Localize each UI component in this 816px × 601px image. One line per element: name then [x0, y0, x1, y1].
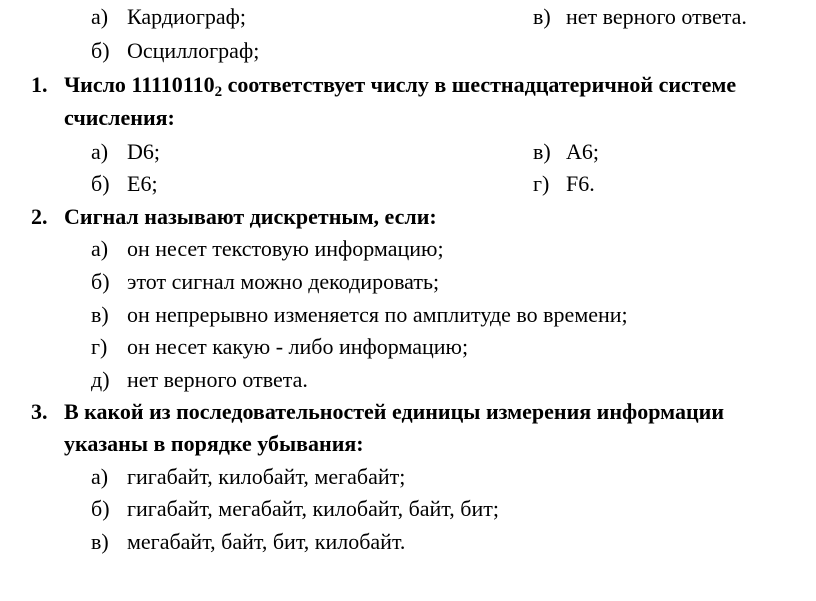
q3-option-text-a: гигабайт, килобайт, мегабайт; [127, 464, 406, 489]
question-1-text-after: соответствует числу в шестнадцатеричной системе [222, 72, 737, 97]
question-number-3: 3. [31, 399, 48, 424]
q3-option-letter-v: в) [91, 529, 109, 554]
question-number-2: 2. [31, 204, 48, 229]
option-letter-b: б) [91, 38, 110, 63]
q1-option-letter-g: г) [533, 171, 550, 196]
question-3-text-line2: указаны в порядке убывания: [64, 431, 364, 456]
q2-option-text-g: он несет какую - либо информацию; [127, 334, 469, 359]
option-text-v: нет верного ответа. [566, 4, 747, 29]
q3-option-text-b: гигабайт, мегабайт, килобайт, байт, бит; [127, 496, 499, 521]
option-letter-v: в) [533, 4, 551, 29]
option-letter-a: а) [91, 4, 109, 29]
option-text-a: Кардиограф; [127, 4, 246, 29]
q3-option-text-v: мегабайт, байт, бит, килобайт. [127, 529, 406, 554]
q2-option-letter-b: б) [91, 269, 110, 294]
question-1-subscript: 2 [214, 84, 223, 100]
question-1-text-before: Число 11110110 [64, 72, 215, 97]
q3-option-letter-b: б) [91, 496, 110, 521]
question-3-text-line1: В какой из последовательностей единицы измерения информации [64, 399, 725, 424]
q2-option-letter-d: д) [91, 367, 110, 392]
q2-option-text-d: нет верного ответа. [127, 367, 308, 392]
q2-option-letter-a: а) [91, 236, 109, 261]
q1-option-text-v: A6; [566, 139, 599, 164]
q1-option-letter-b: б) [91, 171, 110, 196]
question-number-1: 1. [31, 72, 48, 97]
q3-option-letter-a: а) [91, 464, 109, 489]
q1-option-text-g: F6. [566, 171, 595, 196]
option-text-b: Осциллограф; [127, 38, 260, 63]
q2-option-text-v: он непрерывно изменяется по амплитуде во времени; [127, 302, 628, 327]
q2-option-text-a: он несет текстовую информацию; [127, 236, 444, 261]
q1-option-letter-a: а) [91, 139, 109, 164]
q1-option-letter-v: в) [533, 139, 551, 164]
q2-option-text-b: этот сигнал можно декодировать; [127, 269, 440, 294]
q2-option-letter-g: г) [91, 334, 108, 359]
q2-option-letter-v: в) [91, 302, 109, 327]
question-1-text [64, 72, 736, 98]
q1-option-text-a: D6; [127, 139, 160, 164]
question-1-text-line2: счисления: [64, 105, 175, 130]
q1-option-text-b: E6; [127, 171, 158, 196]
question-2-text: Сигнал называют дискретным, если: [64, 204, 437, 229]
